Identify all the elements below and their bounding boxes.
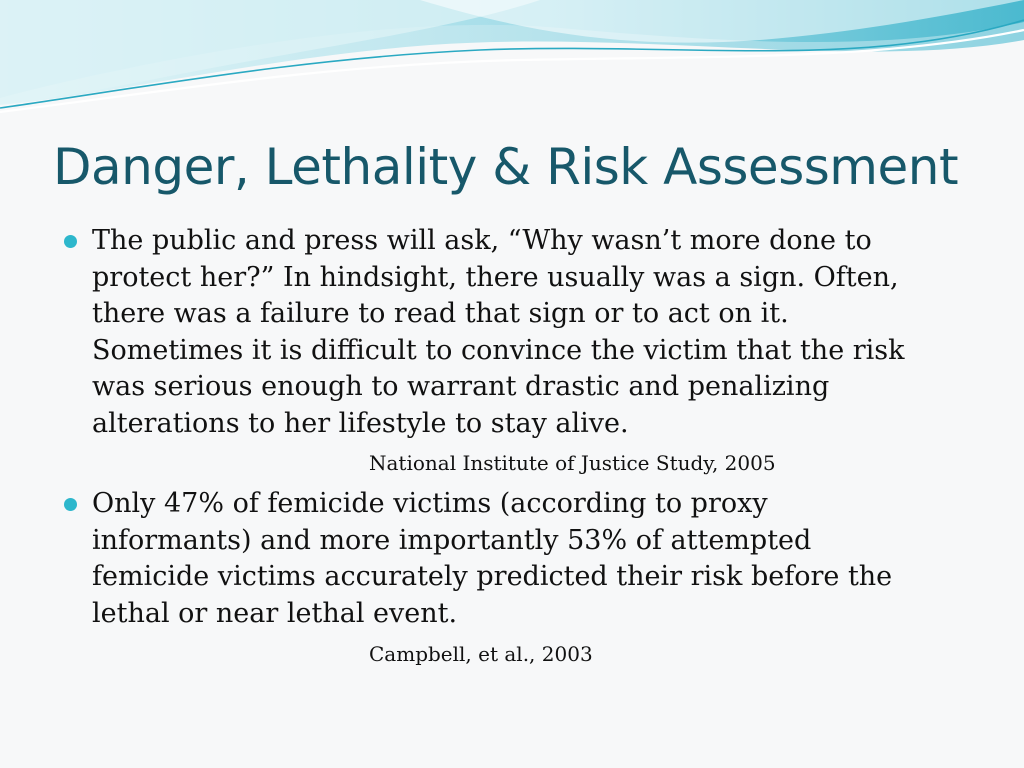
citation-2: Campbell, et al., 2003 (369, 642, 593, 666)
bullet-line: informants) and more importantly 53% of attempted (92, 524, 812, 556)
bullet-dot-icon (64, 498, 77, 511)
bullet-line: Only 47% of femicide victims (according to proxy (92, 488, 768, 519)
citation-1: National Institute of Justice Study, 2005 (369, 451, 776, 475)
bullet-text (92, 223, 992, 442)
bullet-line: lethal or near lethal event. (92, 597, 458, 629)
decorative-wave-header (0, 0, 1024, 130)
bullet-line: alterations to her lifestyle to stay alive. (92, 407, 629, 439)
bullet-line: was serious enough to warrant drastic and penalizing (92, 371, 830, 402)
bullet-line: there was a failure to read that sign or to act on it. (92, 298, 789, 329)
bullet-dot-icon (64, 235, 77, 248)
slide-title: Danger, Lethality & Risk Assessment (53, 138, 959, 196)
bullet-line: Sometimes it is difficult to convince the victim that the risk (92, 334, 905, 366)
bullet-text (92, 486, 992, 632)
bullet-line: The public and press will ask, “Why wasn’t more done to (92, 225, 872, 256)
bullet-line: femicide victims accurately predicted their risk before the (92, 561, 893, 592)
bullet-line: protect her?” In hindsight, there usually was a sign. Often, (92, 261, 899, 293)
